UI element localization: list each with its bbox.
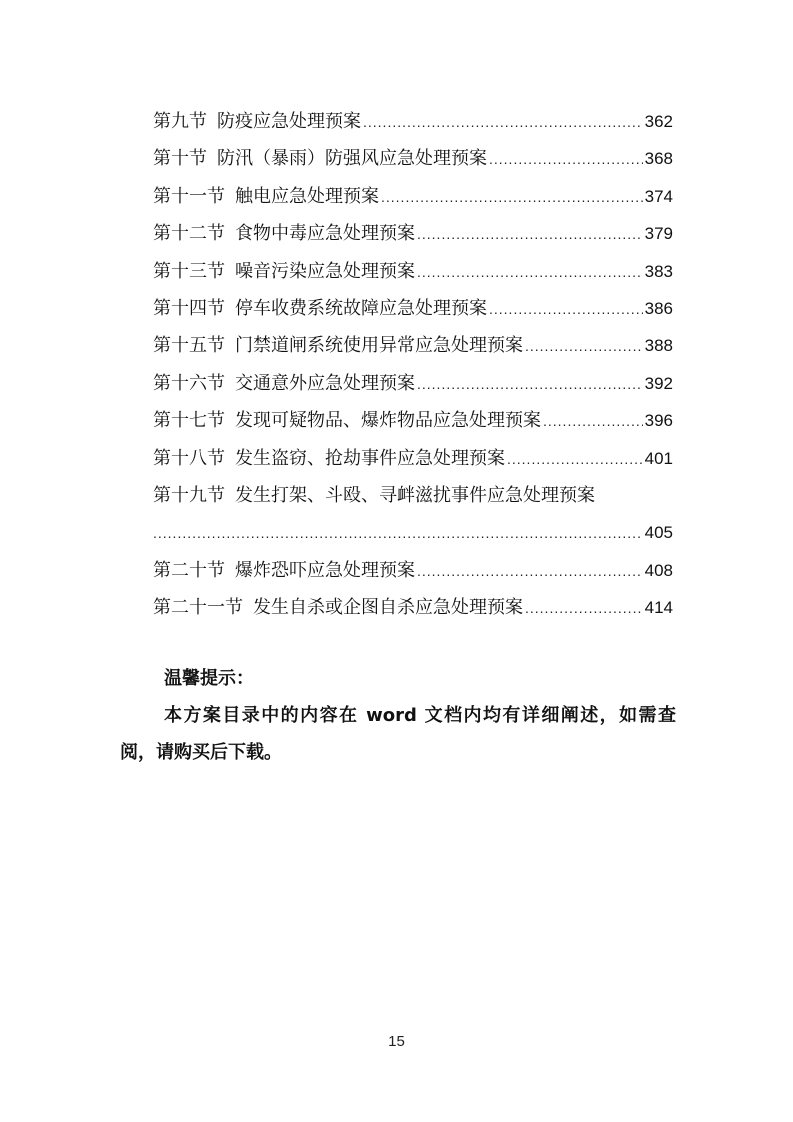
toc-title: 噪音污染应急处理预案	[235, 260, 415, 282]
toc-title: 发现可疑物品、爆炸物品应急处理预案	[235, 410, 541, 432]
toc-title: 食物中毒应急处理预案	[235, 223, 415, 245]
toc-title: 发生盗窃、抢劫事件应急处理预案	[235, 447, 505, 469]
dot-leader	[417, 216, 643, 252]
toc-title: 发生自杀或企图自杀应急处理预案	[253, 597, 523, 619]
dot-leader	[543, 403, 643, 439]
dot-leader	[153, 515, 643, 551]
dot-leader	[417, 553, 643, 589]
toc-page-number: 388	[644, 336, 673, 356]
toc-entry-12[interactable]	[153, 215, 673, 252]
toc-entry-21[interactable]	[153, 589, 673, 626]
toc-page-number: 386	[644, 298, 673, 318]
dot-leader	[417, 366, 643, 402]
toc-page-number: 408	[644, 560, 673, 580]
toc-section-number: 第十二节	[153, 223, 225, 245]
toc-page-number: 368	[644, 149, 673, 169]
toc-page-number: 414	[644, 598, 673, 618]
toc-title: 触电应急处理预案	[235, 185, 379, 207]
dot-leader	[381, 179, 643, 215]
toc-section-number: 第九节	[153, 111, 207, 132]
toc-section-number: 第十四节	[153, 297, 225, 319]
toc-entry-14[interactable]	[153, 290, 673, 327]
toc-section-number: 第十六节	[153, 372, 225, 394]
dot-leader	[363, 104, 643, 140]
toc-section-number: 第二十一节	[153, 597, 243, 619]
dot-leader	[489, 291, 643, 327]
notice-box	[120, 660, 676, 771]
toc-entry-9[interactable]	[153, 103, 673, 140]
toc-entry-13[interactable]	[153, 253, 673, 290]
toc-title: 交通意外应急处理预案	[235, 372, 415, 394]
toc-section-number: 第十一节	[153, 185, 225, 207]
toc-title: 防疫应急处理预案	[217, 111, 361, 132]
toc-entry-17[interactable]	[153, 402, 673, 439]
toc-entry-19-continuation[interactable]	[0, 514, 673, 551]
toc-page-number: 401	[644, 448, 673, 468]
toc-page-number: 392	[644, 373, 673, 393]
dot-leader	[489, 141, 643, 177]
toc-title: 防汛（暴雨）防强风应急处理预案	[217, 148, 487, 170]
toc-section-number: 第十三节	[153, 260, 225, 282]
dot-leader	[525, 590, 643, 626]
page-number: 15	[388, 1033, 405, 1050]
toc-section-number: 第二十节	[153, 559, 225, 581]
table-of-contents	[153, 103, 673, 626]
toc-title: 发生打架、斗殴、寻衅滋扰事件应急处理预案	[235, 484, 595, 506]
toc-entry-15[interactable]	[153, 327, 673, 364]
toc-entry-11[interactable]	[153, 178, 673, 215]
toc-page-number: 396	[644, 411, 673, 431]
toc-section-number: 第十七节	[153, 410, 225, 432]
toc-title: 门禁道闸系统使用异常应急处理预案	[235, 335, 523, 357]
notice-title: 温馨提示：	[164, 668, 254, 689]
dot-leader	[507, 441, 643, 477]
toc-section-number: 第十九节	[153, 484, 225, 506]
toc-entry-16[interactable]	[153, 365, 673, 402]
notice-body: 本方案目录中的内容在 word 文档内均有详细阐述，如需查阅，请购买后下载。	[120, 705, 676, 763]
toc-entry-18[interactable]	[153, 440, 673, 477]
toc-title: 停车收费系统故障应急处理预案	[235, 297, 487, 319]
toc-page-number: 362	[644, 112, 673, 131]
toc-page-number: 374	[644, 186, 673, 206]
toc-entry-10[interactable]	[153, 140, 673, 177]
toc-section-number: 第十节	[153, 148, 207, 170]
toc-entry-19[interactable]	[153, 477, 673, 514]
dot-leader	[417, 254, 643, 290]
toc-section-number: 第十五节	[153, 335, 225, 357]
toc-page-number: 405	[644, 523, 673, 543]
toc-page-number: 379	[644, 224, 673, 244]
toc-entry-20[interactable]	[153, 552, 673, 589]
toc-section-number: 第十八节	[153, 447, 225, 469]
toc-page-number: 383	[644, 261, 673, 281]
dot-leader	[525, 328, 643, 364]
toc-title: 爆炸恐吓应急处理预案	[235, 559, 415, 581]
